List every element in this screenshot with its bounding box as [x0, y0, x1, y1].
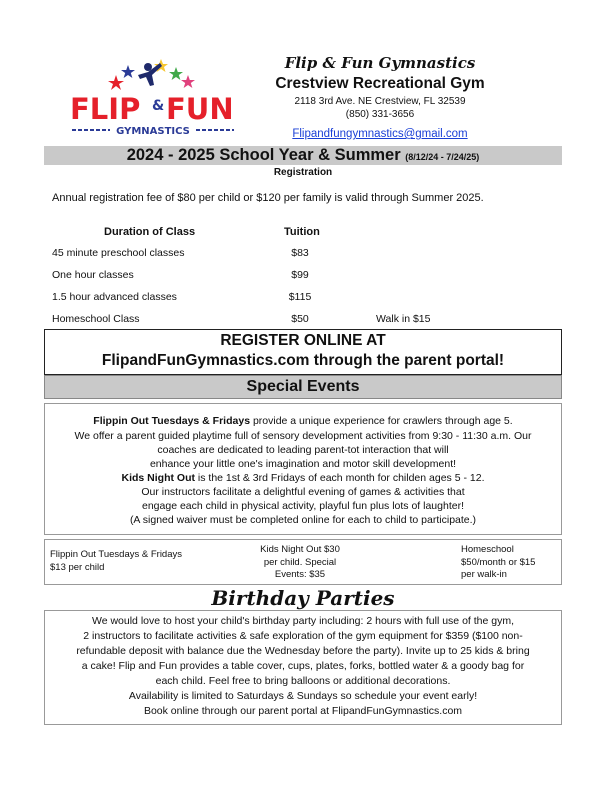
tuition-row-label: One hour classes — [52, 269, 134, 281]
tuition-col-class: Duration of Class — [104, 226, 196, 238]
tuition-row-price: $83 — [291, 247, 309, 259]
events-line: Our instructors facilitate a delightful evening of games & activities that — [141, 486, 465, 498]
flippin-out-name: Flippin Out Tuesdays & Fridays — [93, 415, 251, 427]
logo-word-fun: FUN — [166, 92, 234, 126]
events-line: coaches are dedicated to leading parent-tot interaction that will — [157, 444, 449, 456]
flip-and-fun-logo — [68, 55, 238, 140]
kids-night-out-name: Kids Night Out — [121, 472, 195, 484]
birthday-line: refundable deposit with balance due the Wednesday before the party). Invite up to 25 kids & bring — [76, 645, 530, 657]
price-line: per walk-in — [461, 569, 507, 580]
tuition-col-price: Tuition — [284, 226, 320, 238]
birthday-booking-link[interactable]: Book online through our parent portal at FlipandFunGymnastics.com — [143, 705, 463, 717]
birthday-line: We would love to host your child's birthday party including: 2 hours with full use of the gym, — [91, 615, 515, 627]
gym-phone: (850) 331-3656 — [345, 109, 415, 120]
star-red-icon — [108, 75, 124, 90]
birthday-line: 2 instructors to facilitate activities & safe exploration of the gym equipment for $359 ($100 non- — [83, 630, 523, 642]
price-line: $50/month or $15 — [461, 556, 536, 568]
business-name: Flip & Fun Gymnastics — [284, 54, 476, 72]
special-events-title: Special Events — [246, 378, 360, 395]
price-line: Flippin Out Tuesdays & Fridays — [50, 549, 182, 560]
register-line-1: REGISTER ONLINE AT — [220, 332, 386, 349]
registration-heading: Registration — [273, 167, 333, 178]
tuition-row-label: 1.5 hour advanced classes — [52, 291, 177, 303]
gym-address: 2118 3rd Ave. NE Crestview, FL 32539 — [294, 96, 466, 107]
gym-name: Crestview Recreational Gym — [275, 75, 485, 92]
events-line — [44, 415, 562, 428]
season-dates: (8/12/24 - 7/24/25) — [405, 152, 480, 162]
tuition-row-price: $115 — [288, 291, 312, 303]
star-blue-icon — [121, 65, 135, 78]
price-line: per child. Special — [263, 556, 337, 568]
gymnast-icon — [138, 63, 162, 86]
logo-ampersand: & — [152, 98, 165, 114]
tuition-row-label: 45 minute preschool classes — [52, 247, 185, 259]
events-line: engage each child in physical activity, playful fun plus lots of laughter! — [142, 500, 464, 512]
season-title-text: 2024 - 2025 School Year & Summer — [126, 146, 401, 164]
registration-fee-text: Annual registration fee of $80 per child or $120 per family is valid through Summer 2025. — [52, 192, 484, 204]
email-link[interactable]: Flipandfungymnastics@gmail.com — [292, 128, 468, 140]
price-line: Homeschool — [461, 544, 514, 555]
events-line: We offer a parent guided playtime full of sensory development activities from 9:30 - 11:30 a.m. Our — [74, 430, 532, 442]
birthday-line: each child. Feel free to bring balloons or additional decorations. — [155, 675, 451, 687]
birthday-line: a cake! Flip and Fun provides a table cover, cups, plates, forks, bottled water & a goody bag for — [81, 660, 525, 672]
star-pink-icon — [181, 75, 195, 88]
price-line: $13 per child — [50, 561, 105, 573]
events-line-text: is the 1st & 3rd Fridays of each month for childen ages 5 - 12. — [195, 472, 485, 484]
tuition-row-price: $50 — [291, 313, 309, 325]
events-line-text: provide a unique experience for crawlers through age 5. — [250, 415, 513, 427]
homeschool-walk-in: Walk in $15 — [376, 313, 431, 325]
season-title — [44, 146, 562, 167]
tuition-row-price: $99 — [291, 269, 309, 281]
price-flippin-out — [50, 549, 182, 574]
price-homeschool — [461, 544, 535, 582]
logo-word-flip: FLIP — [70, 92, 141, 126]
price-line: Kids Night Out $30 — [260, 544, 340, 555]
events-line — [44, 472, 562, 485]
star-green-icon — [169, 67, 183, 80]
events-line: (A signed waiver must be completed online for each to child to participate.) — [129, 514, 477, 526]
birthday-line: Availability is limited to Saturdays & Sundays so schedule your event early! — [128, 690, 478, 702]
price-kids-night-out — [255, 544, 345, 582]
register-line-2[interactable]: FlipandFunGymnastics.com through the parent portal! — [101, 352, 505, 369]
events-line: enhance your little one's imagination and motor skill development! — [149, 458, 457, 470]
logo-gymnastics: GYMNASTICS — [116, 126, 190, 137]
tuition-row-label: Homeschool Class — [52, 313, 140, 325]
birthday-parties-title: Birthday Parties — [211, 586, 395, 610]
price-line: Events: $35 — [274, 569, 326, 580]
